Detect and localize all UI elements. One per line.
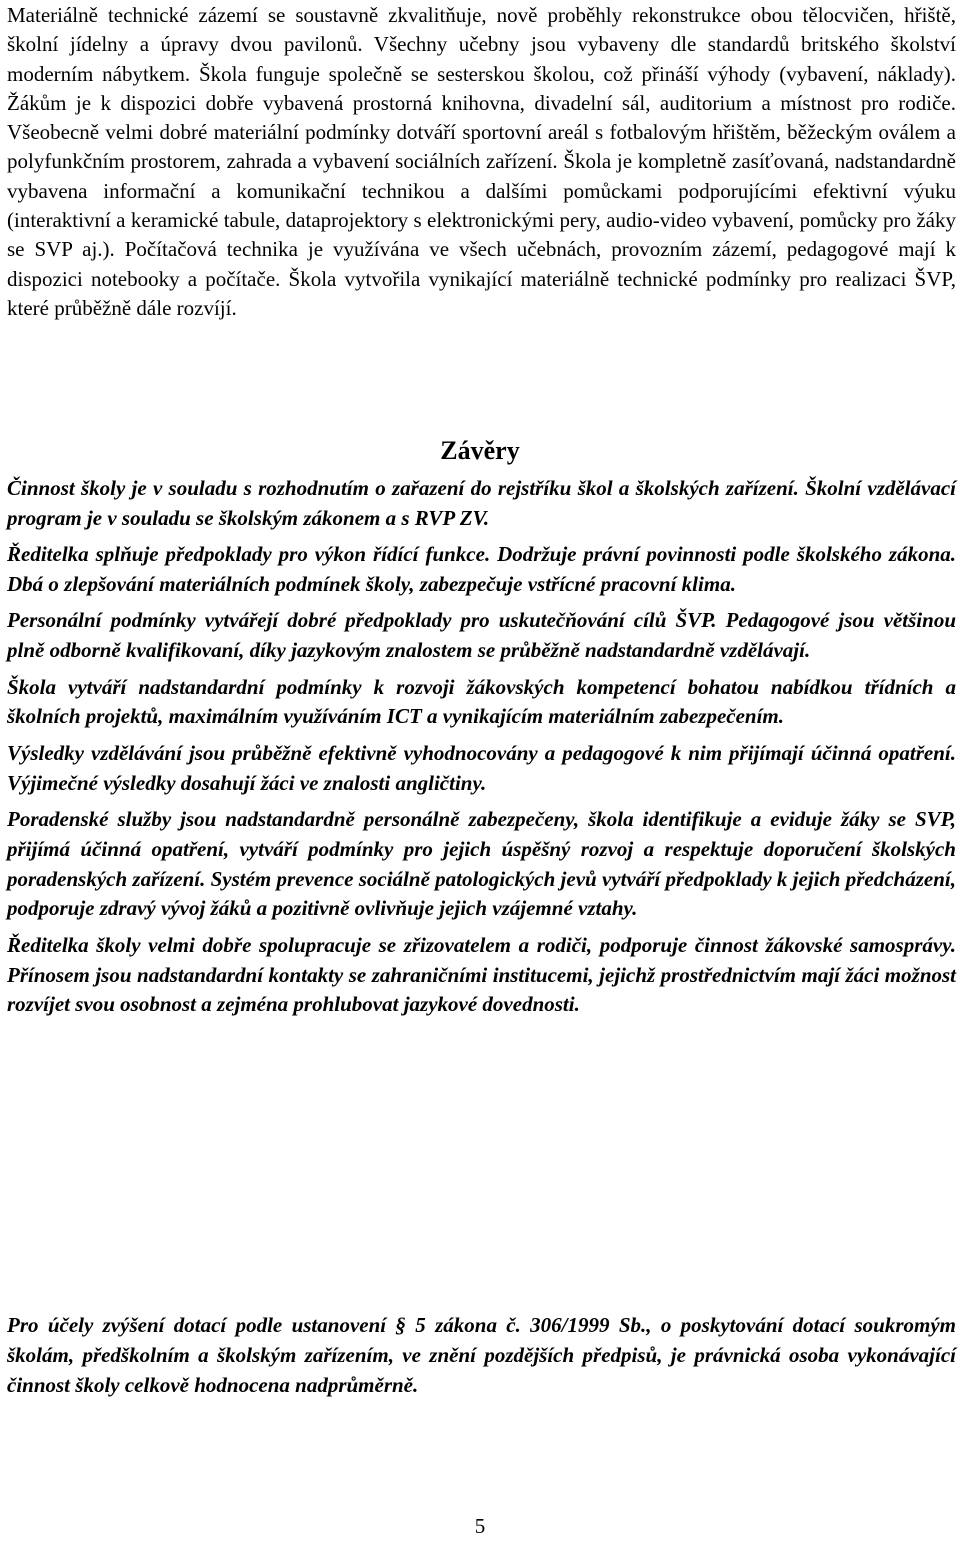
conclusion-paragraph: Činnost školy je v souladu s rozhodnutím o zařazení do rejstříku škol a školských zařízení. Školní vzdělávací program je v souladu se školským zákonem a s RVP ZV. xyxy=(7,476,956,530)
conclusion-paragraph: Poradenské služby jsou nadstandardně personálně zabezpečeny, škola identifikuje a eviduje žáky se SVP, přijímá účinná opatření, vytváří podmínky pro jejich úspěšný rozvoj a respektuje doporučení školských poradenských zařízení. Systém prevence sociálně patologických jevů vytváří předpoklady k jejich předcházení, podporuje zdravý vývoj žáků a pozitivně ovlivňuje jejich vzájemné vztahy. xyxy=(7,806,956,921)
legal-statement: Pro účely zvýšení dotací podle ustanovení § 5 zákona č. 306/1999 Sb., o poskytování dotací soukromým školám, předškolním a školským zařízením, ve znění pozdějších předpisů, je právnická osoba vykonávající činnost školy celkově hodnocena nadprůměrně. xyxy=(7,1313,956,1397)
intro-paragraph: Materiálně technické zázemí se soustavně zkvalitňuje, nově proběhly rekonstrukce obou tělocvičen, hřiště, školní jídelny a úpravy dvou pavilonů. Všechny učebny jsou vybaveny dle standardů britského školství moderním nábytkem. Škola funguje společně se sesterskou školou, což přináší výhody (vybavení, náklady). Žákům je k dispozici dobře vybavená prostorná knihovna, divadelní sál, auditorium a místnost pro rodiče. Všeobecně velmi dobré materiální podmínky dotváří sportovní areál s fotbalovým hřištěm, běžeckým oválem a polyfunkčním prostorem, zahrada a vybavení sociálních zařízení. Škola je kompletně zasíťovaná, nadstandardně vybavena informační a komunikační technikou a dalšími pomůckami podporujícími efektivní výuku (interaktivní a keramické tabule, dataprojektory s elektronickými pery, audio-video vybavení, pomůcky pro žáky se SVP aj.). Počítačová technika je využívána ve všech učebnách, provozním zázemí, pedagogové mají k dispozici notebooky a počítače. Škola vytvořila vynikající materiálně technické podmínky pro realizaci ŠVP, které průběžně dále rozvíjí. xyxy=(7,3,956,320)
conclusion-paragraph: Ředitelka splňuje předpoklady pro výkon řídící funkce. Dodržuje právní povinnosti podle školského zákona. Dbá o zlepšování materiálních podmínek školy, zabezpečuje vstřícné pracovní klima. xyxy=(7,542,956,596)
conclusion-paragraph: Ředitelka školy velmi dobře spolupracuje se zřizovatelem a rodiči, podporuje činnost žákovské samosprávy. Přínosem jsou nadstandardní kontakty se zahraničními institucemi, jejichž prostřednictvím mají žáci možnost rozvíjet svou osobnost a zejména prohlubovat jazykové dovednosti. xyxy=(7,932,956,1017)
conclusion-paragraph: Výsledky vzdělávání jsou průběžně efektivně vyhodnocovány a pedagogové k nim přijímají účinná opatření. Výjimečné výsledky dosahují žáci ve znalosti angličtiny. xyxy=(7,740,956,795)
conclusion-paragraph: Personální podmínky vytvářejí dobré předpoklady pro uskutečňování cílů ŠVP. Pedagogové jsou většinou plně odborně kvalifikovaní, díky jazykovým znalostem se průběžně nadstandardně vzdělávají. xyxy=(7,608,956,663)
conclusions-list xyxy=(7,474,956,1027)
conclusion-paragraph: Škola vytváří nadstandardní podmínky k rozvoji žákovských kompetencí bohatou nabídkou třídních a školních projektů, maximálním využíváním ICT a vynikajícím materiálním zabezpečením. xyxy=(7,674,956,729)
page-number: 5 xyxy=(474,1514,486,1538)
section-heading: Závěry xyxy=(440,436,520,465)
